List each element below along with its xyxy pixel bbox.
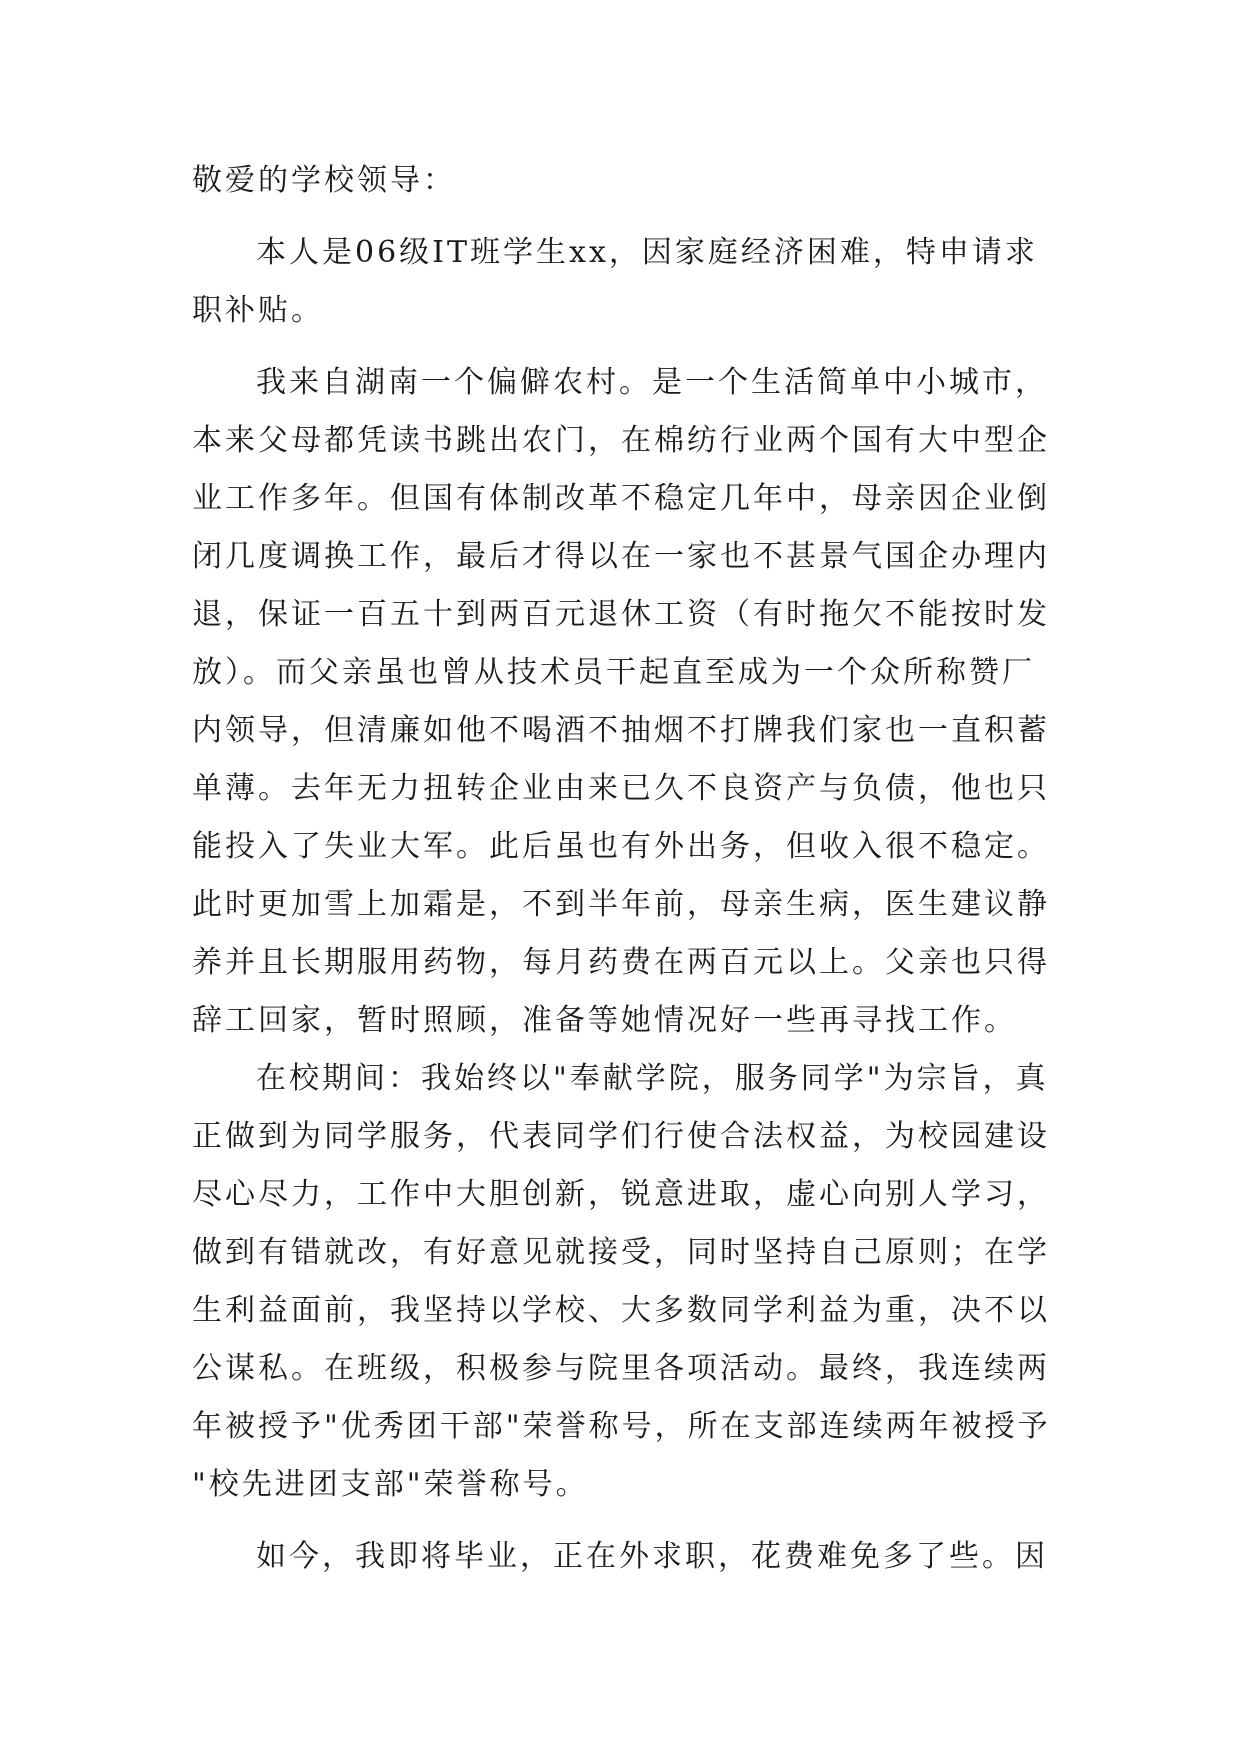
salutation: 敬爱的学校领导： bbox=[192, 163, 456, 198]
text-line: 退，保证一百五十到两百元退休工资（有时拖欠不能按时发 bbox=[192, 597, 1050, 632]
text-line: 我来自湖南一个偏僻农村。是一个生活简单中小城市， bbox=[256, 365, 1048, 400]
paragraph-1 bbox=[192, 224, 1052, 340]
text-line: 做到有错就改，有好意见就接受，同时坚持自己原则；在学 bbox=[192, 1235, 1050, 1270]
text-line: 闭几度调换工作，最后才得以在一家也不甚景气国企办理内 bbox=[192, 539, 1050, 574]
text-line: 放）。而父亲虽也曾从技术员干起直至成为一个众所称赞厂 bbox=[192, 655, 1035, 690]
text-line: "校先进团支部"荣誉称号。 bbox=[192, 1467, 589, 1502]
text-line: 在校期间：我始终以"奉献学院，服务同学"为宗旨，真 bbox=[256, 1061, 1049, 1096]
text-line: 辞工回家，暂时照顾，准备等她情况好一些再寻找工作。 bbox=[192, 1003, 1017, 1038]
text-line: 本来父母都凭读书跳出农门，在棉纺行业两个国有大中型企 bbox=[192, 423, 1050, 458]
text-line: 正做到为同学服务，代表同学们行使合法权益，为校园建设 bbox=[192, 1119, 1050, 1154]
text-line: 尽心尽力，工作中大胆创新，锐意进取，虚心向别人学习， bbox=[192, 1177, 1050, 1212]
text-line: 公谋私。在班级，积极参与院里各项活动。最终，我连续两 bbox=[192, 1351, 1050, 1386]
text-line: 内领导，但清廉如他不喝酒不抽烟不打牌我们家也一直积蓄 bbox=[192, 713, 1050, 748]
paragraph-2 bbox=[192, 354, 1052, 1050]
text-line: 业工作多年。但国有体制改革不稳定几年中，母亲因企业倒 bbox=[192, 481, 1050, 516]
text-line: 职补贴。 bbox=[192, 293, 324, 328]
paragraph-4 bbox=[192, 1528, 1052, 1586]
text-line: 养并且长期服用药物，每月药费在两百元以上。父亲也只得 bbox=[192, 945, 1050, 980]
text-line: 能投入了失业大军。此后虽也有外出务，但收入很不稳定。 bbox=[192, 829, 1050, 864]
paragraph-3 bbox=[192, 1050, 1052, 1514]
text-line: 年被授予"优秀团干部"荣誉称号，所在支部连续两年被授予 bbox=[192, 1409, 1051, 1444]
text-line: 本人是06级IT班学生xx，因家庭经济困难，特申请求 bbox=[256, 235, 1038, 270]
text-line: 如今，我即将毕业，正在外求职，花费难免多了些。因 bbox=[256, 1539, 1048, 1574]
letter-body bbox=[192, 152, 1052, 1586]
text-line: 生利益面前，我坚持以学校、大多数同学利益为重，决不以 bbox=[192, 1293, 1050, 1328]
text-line: 此时更加雪上加霜是，不到半年前，母亲生病，医生建议静 bbox=[192, 887, 1050, 922]
text-line: 单薄。去年无力扭转企业由来已久不良资产与负债，他也只 bbox=[192, 771, 1050, 806]
